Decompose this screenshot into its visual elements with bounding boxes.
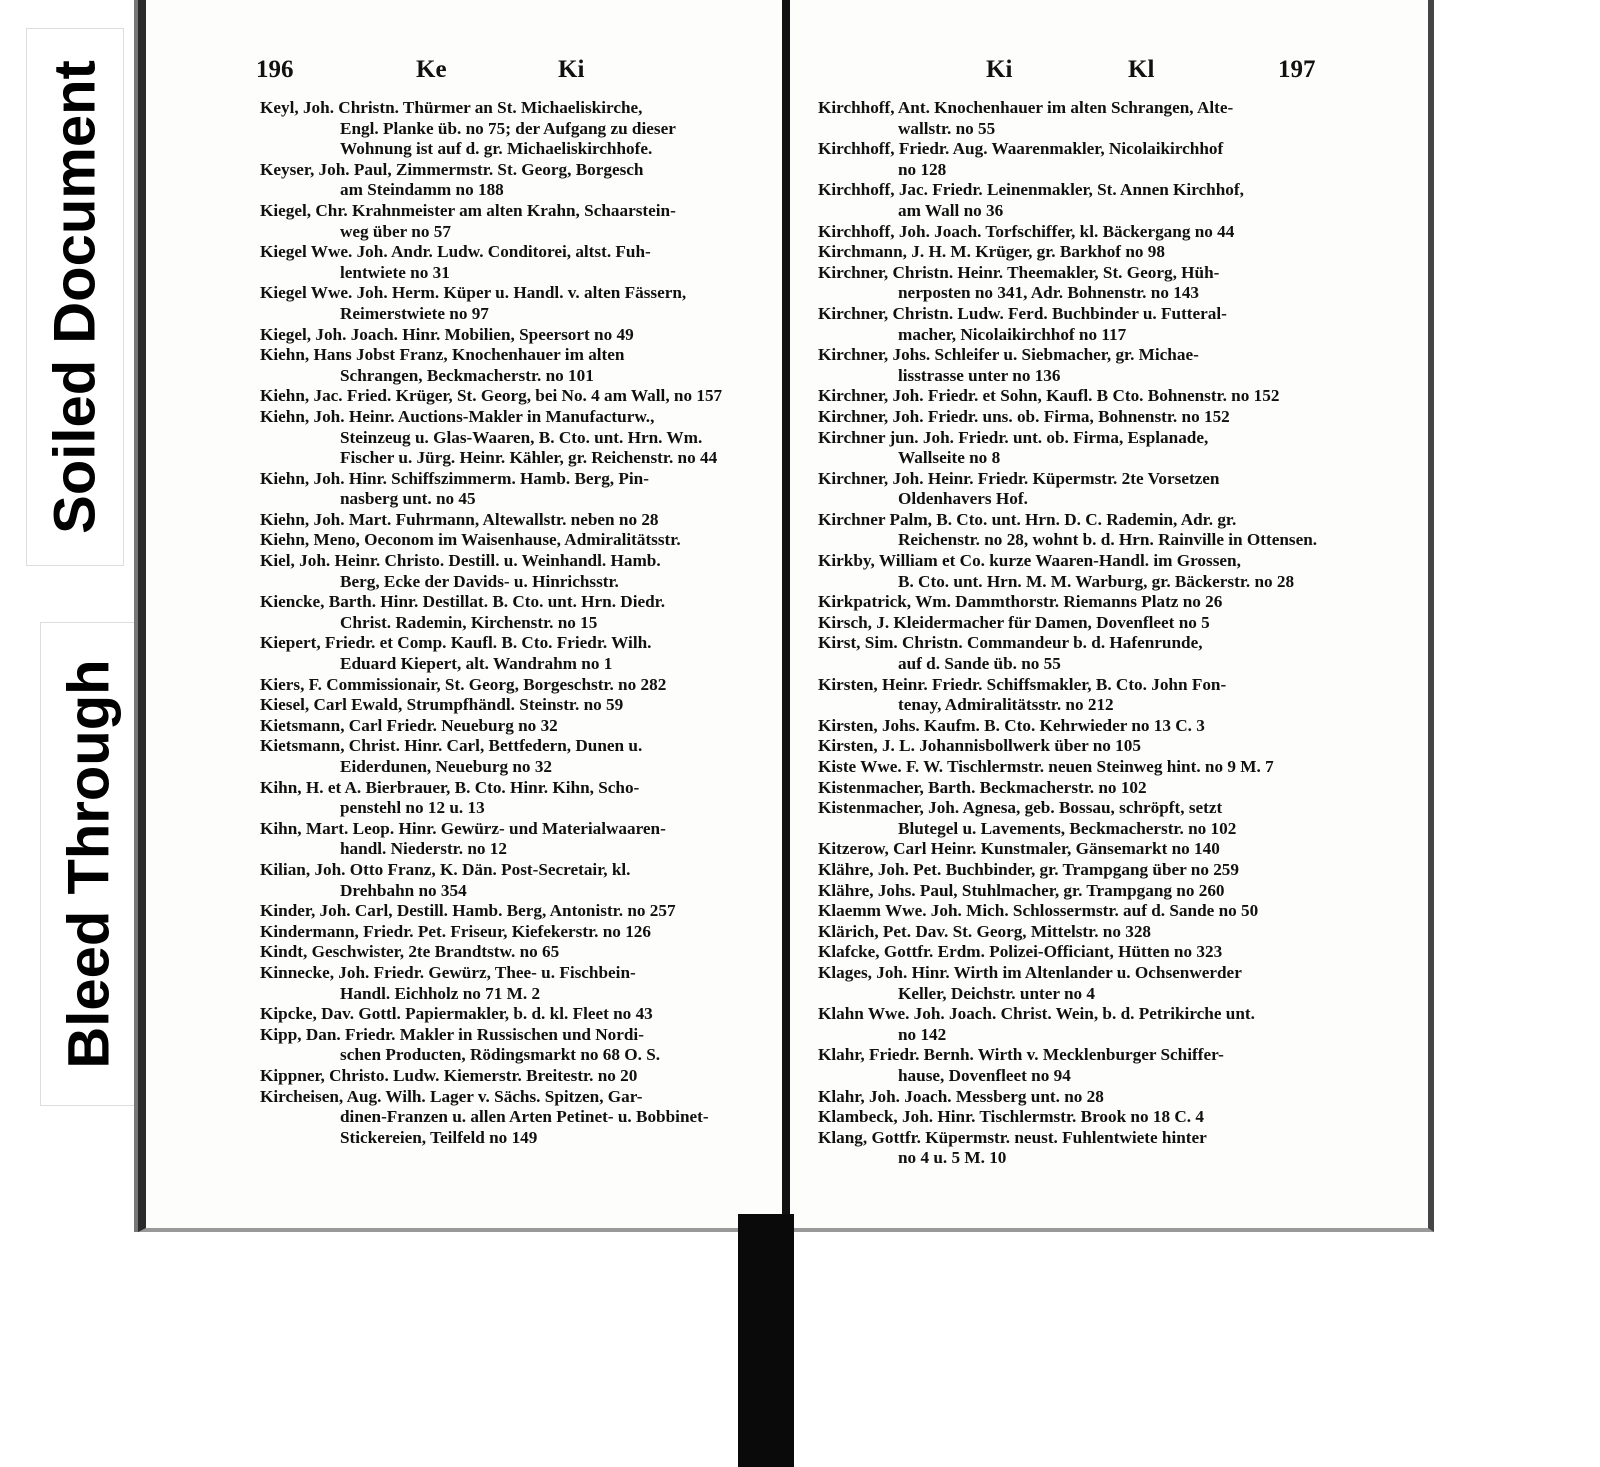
right-page (790, 0, 1434, 1232)
entry-continuation-line: Wallseite no 8 (898, 448, 1001, 468)
entry-first-line: Keyser, Joh. Paul, Zimmermstr. St. Georg, Borgesch (260, 159, 644, 179)
entry-continuation-line: nasberg unt. no 45 (340, 489, 476, 509)
directory-entry (260, 1025, 790, 1066)
entry-first-line: Kihn, Mart. Leop. Hinr. Gewürz- und Materialwaaren- (260, 818, 666, 838)
entry-continuation-line: tenay, Admiralitätsstr. no 212 (898, 695, 1114, 715)
directory-entry (818, 139, 1428, 180)
directory-entry (818, 1107, 1428, 1128)
directory-entry (818, 860, 1428, 881)
directory-entry (818, 592, 1428, 613)
soiled-document-stamp (26, 28, 124, 566)
directory-entry (260, 98, 790, 160)
bleed-through-label: Bleed Through (56, 659, 122, 1069)
entry-first-line: Klaemm Wwe. Joh. Mich. Schlossermstr. auf d. Sande no 50 (818, 901, 1259, 921)
entry-first-line: Kitzerow, Carl Heinr. Kunstmaler, Gänsemarkt no 140 (818, 839, 1220, 859)
directory-entry (260, 1087, 790, 1149)
entry-first-line: Kiegel Wwe. Joh. Andr. Ludw. Conditorei, altst. Fuh- (260, 242, 651, 262)
directory-entry (260, 736, 790, 777)
entry-continuation-line: lentwiete no 31 (340, 262, 450, 282)
entry-continuation-line: Reimerstwiete no 97 (340, 303, 489, 323)
directory-entry (260, 160, 790, 201)
entry-continuation-line: nerposten no 341, Adr. Bohnenstr. no 143 (898, 283, 1200, 303)
entry-continuation-line: Eiderdunen, Neueburg no 32 (340, 757, 553, 776)
left-entry-list (260, 98, 790, 1148)
right-page-number: 197 (1278, 56, 1316, 83)
directory-entry (818, 633, 1428, 674)
entry-first-line: Kietsmann, Carl Friedr. Neueburg no 32 (260, 715, 558, 735)
entry-first-line: Klahr, Joh. Joach. Messberg unt. no 28 (818, 1086, 1104, 1106)
entry-first-line: Kirchner Palm, B. Cto. unt. Hrn. D. C. Rademin, Adr. gr. (818, 509, 1237, 529)
directory-entry (818, 922, 1428, 943)
directory-entry (260, 407, 790, 469)
directory-entry (818, 1128, 1428, 1169)
entry-first-line: Klambeck, Joh. Hinr. Tischlermstr. Brook no 18 C. 4 (818, 1107, 1204, 1127)
directory-entry (260, 1066, 790, 1087)
left-page-header (146, 56, 790, 92)
entry-first-line: Kindermann, Friedr. Pet. Friseur, Kiefekerstr. no 126 (260, 921, 651, 941)
entry-first-line: Kiehn, Hans Jobst Franz, Knochenhauer im alten (260, 345, 625, 365)
entry-continuation-line: Schrangen, Beckmacherstr. no 101 (340, 365, 594, 385)
entry-continuation-line: B. Cto. unt. Hrn. M. M. Warburg, gr. Bäckerstr. no 28 (898, 571, 1295, 591)
right-header-guide-last: Kl (1128, 56, 1155, 83)
directory-entry (260, 201, 790, 242)
entry-first-line: Kiegel, Joh. Joach. Hinr. Mobilien, Speersort no 49 (260, 324, 634, 344)
entry-first-line: Kiehn, Joh. Mart. Fuhrmann, Altewallstr. neben no 28 (260, 509, 659, 529)
entry-first-line: Kirsten, Johs. Kaufm. B. Cto. Kehrwieder no 13 C. 3 (818, 715, 1205, 735)
directory-entry (818, 901, 1428, 922)
entry-first-line: Kiesel, Carl Ewald, Strumpfhändl. Steinstr. no 59 (260, 695, 624, 715)
entry-first-line: Kirsten, J. L. Johannisbollwerk über no 105 (818, 736, 1141, 756)
directory-entry (260, 283, 790, 324)
entry-first-line: Klahr, Friedr. Bernh. Wirth v. Mecklenburger Schiffer- (818, 1045, 1224, 1065)
directory-entry (260, 551, 790, 592)
entry-first-line: Kirchner, Johs. Schleifer u. Siebmacher, gr. Michae- (818, 345, 1199, 365)
entry-first-line: Kirchhoff, Friedr. Aug. Waarenmakler, Nicolaikirchhof (818, 139, 1224, 159)
entry-continuation-line: lisstrasse unter no 136 (898, 365, 1061, 385)
entry-continuation-line: Engl. Planke üb. no 75; der Aufgang zu dieser (340, 118, 676, 138)
entry-first-line: Keyl, Joh. Christn. Thürmer an St. Michaeliskirche, (260, 98, 643, 117)
entry-first-line: Kirkpatrick, Wm. Dammthorstr. Riemanns Platz no 26 (818, 592, 1223, 612)
entry-continuation-line: handl. Niederstr. no 12 (340, 839, 507, 859)
directory-entry (260, 963, 790, 1004)
directory-entry (260, 922, 790, 943)
directory-entry (818, 716, 1428, 737)
bleed-through-stamp (40, 622, 138, 1106)
entry-continuation-line: Keller, Deichstr. unter no 4 (898, 983, 1096, 1003)
entry-continuation-line: Handl. Eichholz no 71 M. 2 (340, 983, 541, 1003)
directory-entry (818, 98, 1428, 139)
entry-continuation-line: Steinzeug u. Glas-Waaren, B. Cto. unt. Hrn. Wm. (340, 427, 703, 447)
directory-entry (818, 839, 1428, 860)
entry-first-line: Kinnecke, Joh. Friedr. Gewürz, Thee- u. Fischbein- (260, 962, 636, 982)
directory-entry (818, 1045, 1428, 1086)
directory-entry (260, 345, 790, 386)
directory-entry (260, 942, 790, 963)
entry-first-line: Kirchner, Christn. Heinr. Theemakler, St. Georg, Hüh- (818, 262, 1220, 282)
entry-continuation-line: Reichenstr. no 28, wohnt b. d. Hrn. Rainville in Ottensen. (898, 530, 1318, 550)
entry-first-line: Kirchner, Joh. Friedr. et Sohn, Kaufl. B Cto. Bohnenstr. no 152 (818, 386, 1280, 406)
entry-first-line: Klähre, Johs. Paul, Stuhlmacher, gr. Trampgang no 260 (818, 880, 1225, 900)
directory-entry (260, 695, 790, 716)
entry-first-line: Klages, Joh. Hinr. Wirth im Altenlander u. Ochsenwerder (818, 962, 1242, 982)
entry-first-line: Kihn, H. et A. Bierbrauer, B. Cto. Hinr. Kihn, Scho- (260, 777, 640, 797)
directory-entry (260, 530, 790, 551)
directory-entry (818, 407, 1428, 428)
entry-first-line: Klang, Gottfr. Küpermstr. neust. Fuhlentwiete hinter (818, 1127, 1207, 1147)
entry-first-line: Kiers, F. Commissionair, St. Georg, Borgeschstr. no 282 (260, 674, 667, 694)
entry-first-line: Kirchner, Christn. Ludw. Ferd. Buchbinder u. Futteral- (818, 303, 1227, 323)
entry-first-line: Kilian, Joh. Otto Franz, K. Dän. Post-Secretair, kl. (260, 859, 631, 879)
directory-entry (260, 386, 790, 407)
directory-entry (818, 798, 1428, 839)
entry-continuation-line: dinen-Franzen u. allen Arten Petinet- u. Bobbinet- (340, 1107, 709, 1127)
entry-first-line: Kiel, Joh. Heinr. Christo. Destill. u. Weinhandl. Hamb. (260, 551, 661, 571)
directory-entry (818, 778, 1428, 799)
directory-entry (818, 469, 1428, 510)
book-gutter (782, 0, 790, 1228)
entry-first-line: Kipp, Dan. Friedr. Makler in Russischen und Nordi- (260, 1024, 644, 1044)
entry-first-line: Klähre, Joh. Pet. Buchbinder, gr. Trampgang über no 259 (818, 859, 1239, 879)
entry-continuation-line: wallstr. no 55 (898, 118, 996, 138)
entry-continuation-line: Berg, Ecke der Davids- u. Hinrichsstr. (340, 571, 619, 591)
entry-first-line: Kirchner, Joh. Friedr. uns. ob. Firma, Bohnenstr. no 152 (818, 406, 1230, 426)
entry-first-line: Kiehn, Jac. Fried. Krüger, St. Georg, bei No. 4 am Wall, no 157 (260, 386, 723, 406)
directory-entry (260, 819, 790, 860)
directory-entry (818, 963, 1428, 1004)
directory-entry (818, 757, 1428, 778)
directory-entry (818, 304, 1428, 345)
directory-entry (260, 242, 790, 283)
entry-first-line: Kistenmacher, Joh. Agnesa, geb. Bossau, schröpft, setzt (818, 798, 1223, 818)
entry-first-line: Kiegel Wwe. Joh. Herm. Küper u. Handl. v. alten Fässern, (260, 283, 687, 303)
entry-continuation-line: no 128 (898, 159, 947, 179)
entry-continuation-line: no 4 u. 5 M. 10 (898, 1148, 1007, 1168)
entry-continuation-line: am Wall no 36 (898, 200, 1004, 220)
entry-first-line: Kiehn, Joh. Heinr. Auctions-Makler in Manufacturw., (260, 406, 655, 426)
right-header-guide-first: Ki (986, 56, 1013, 83)
bookmark-ribbon (738, 1214, 794, 1467)
left-page (138, 0, 790, 1232)
directory-entry (818, 1004, 1428, 1045)
entry-first-line: Kippner, Christo. Ludw. Kiemerstr. Breitestr. no 20 (260, 1065, 638, 1085)
entry-first-line: Kirchhoff, Jac. Friedr. Leinenmakler, St. Annen Kirchhof, (818, 180, 1244, 200)
left-page-number: 196 (256, 56, 294, 83)
entry-continuation-line: am Steindamm no 188 (340, 180, 504, 200)
directory-entry (818, 263, 1428, 304)
directory-entry (818, 510, 1428, 551)
entry-first-line: Klahn Wwe. Joh. Joach. Christ. Wein, b. d. Petrikirche unt. (818, 1004, 1255, 1024)
entry-first-line: Kirsch, J. Kleidermacher für Damen, Dovenfleet no 5 (818, 612, 1210, 632)
directory-entry (818, 675, 1428, 716)
entry-first-line: Kirchhoff, Joh. Joach. Torfschiffer, kl. Bäckergang no 44 (818, 221, 1235, 241)
directory-entry (818, 345, 1428, 386)
directory-entry (260, 901, 790, 922)
directory-entry (818, 613, 1428, 634)
entry-first-line: Kirst, Sim. Christn. Commandeur b. d. Hafenrunde, (818, 633, 1203, 653)
entry-continuation-line: weg über no 57 (340, 221, 451, 241)
directory-entry (818, 1087, 1428, 1108)
entry-first-line: Kistenmacher, Barth. Beckmacherstr. no 102 (818, 777, 1147, 797)
directory-entry (818, 551, 1428, 592)
directory-entry (260, 325, 790, 346)
directory-entry (260, 592, 790, 633)
entry-continuation-line: macher, Nicolaikirchhof no 117 (898, 324, 1127, 344)
directory-entry (260, 1004, 790, 1025)
entry-continuation-line: Blutegel u. Lavements, Beckmacherstr. no 102 (898, 818, 1237, 838)
entry-continuation-line: penstehl no 12 u. 13 (340, 798, 485, 818)
entry-continuation-line: hause, Dovenfleet no 94 (898, 1065, 1071, 1085)
directory-entry (818, 736, 1428, 757)
entry-first-line: Kiehn, Meno, Oeconom im Waisenhause, Admiralitätsstr. (260, 530, 681, 550)
left-header-guide-last: Ki (558, 56, 585, 83)
entry-continuation-line: Eduard Kiepert, alt. Wandrahm no 1 (340, 654, 613, 674)
entry-first-line: Kircheisen, Aug. Wilh. Lager v. Sächs. Spitzen, Gar- (260, 1086, 643, 1106)
entry-first-line: Kipcke, Dav. Gottl. Papiermakler, b. d. kl. Fleet no 43 (260, 1004, 653, 1024)
entry-first-line: Klafcke, Gottfr. Erdm. Polizei-Officiant, Hütten no 323 (818, 942, 1223, 962)
entry-continuation-line: Drehbahn no 354 (340, 880, 467, 900)
left-header-guide-first: Ke (416, 56, 447, 83)
entry-first-line: Kiepert, Friedr. et Comp. Kaufl. B. Cto. Friedr. Wilh. (260, 633, 652, 653)
directory-entry (260, 510, 790, 531)
entry-first-line: Kindt, Geschwister, 2te Brandtstw. no 65 (260, 942, 560, 962)
entry-first-line: Kirchner, Joh. Heinr. Friedr. Küpermstr. 2te Vorsetzen (818, 468, 1220, 488)
entry-first-line: Kirchhoff, Ant. Knochenhauer im alten Schrangen, Alte- (818, 98, 1234, 117)
entry-first-line: Kiehn, Joh. Hinr. Schiffszimmerm. Hamb. Berg, Pin- (260, 468, 649, 488)
directory-entry (818, 942, 1428, 963)
entry-continuation-line: schen Producten, Rödingsmarkt no 68 O. S. (340, 1045, 661, 1065)
directory-entry (260, 716, 790, 737)
soiled-document-label: Soiled Document (42, 60, 108, 534)
entry-first-line: Kirsten, Heinr. Friedr. Schiffsmakler, B. Cto. John Fon- (818, 674, 1227, 694)
directory-entry (818, 180, 1428, 221)
right-page-header (790, 56, 1428, 92)
entry-first-line: Kiste Wwe. F. W. Tischlermstr. neuen Steinweg hint. no 9 M. 7 (818, 757, 1274, 776)
directory-entry (260, 778, 790, 819)
directory-entry (260, 469, 790, 510)
directory-entry (260, 675, 790, 696)
entry-continuation-line: no 142 (898, 1024, 947, 1044)
directory-entry (818, 242, 1428, 263)
entry-continuation-line: Wohnung ist auf d. gr. Michaeliskirchhofe. (340, 139, 653, 159)
directory-entry (260, 633, 790, 674)
directory-entry (818, 881, 1428, 902)
entry-continuation-line: Fischer u. Jürg. Heinr. Kähler, gr. Reichenstr. no 44 (340, 448, 718, 468)
entry-first-line: Kiencke, Barth. Hinr. Destillat. B. Cto. unt. Hrn. Diedr. (260, 592, 666, 612)
entry-continuation-line: Stickereien, Teilfeld no 149 (340, 1127, 538, 1147)
entry-continuation-line: auf d. Sande üb. no 55 (898, 654, 1061, 674)
directory-entry (818, 428, 1428, 469)
right-entry-list (818, 98, 1428, 1169)
directory-entry (818, 222, 1428, 243)
entry-first-line: Klärich, Pet. Dav. St. Georg, Mittelstr. no 328 (818, 921, 1152, 941)
entry-first-line: Kietsmann, Christ. Hinr. Carl, Bettfedern, Dunen u. (260, 736, 643, 756)
directory-entry (260, 860, 790, 901)
entry-first-line: Kiegel, Chr. Krahnmeister am alten Krahn, Schaarstein- (260, 200, 676, 220)
directory-entry (818, 386, 1428, 407)
entry-continuation-line: Christ. Rademin, Kirchenstr. no 15 (340, 612, 598, 632)
entry-first-line: Kirkby, William et Co. kurze Waaren-Handl. im Grossen, (818, 551, 1241, 571)
entry-continuation-line: Oldenhavers Hof. (898, 489, 1028, 509)
entry-first-line: Kirchmann, J. H. M. Krüger, gr. Barkhof no 98 (818, 242, 1165, 262)
entry-first-line: Kirchner jun. Joh. Friedr. unt. ob. Firma, Esplanade, (818, 427, 1209, 447)
entry-first-line: Kinder, Joh. Carl, Destill. Hamb. Berg, Antonistr. no 257 (260, 901, 676, 921)
